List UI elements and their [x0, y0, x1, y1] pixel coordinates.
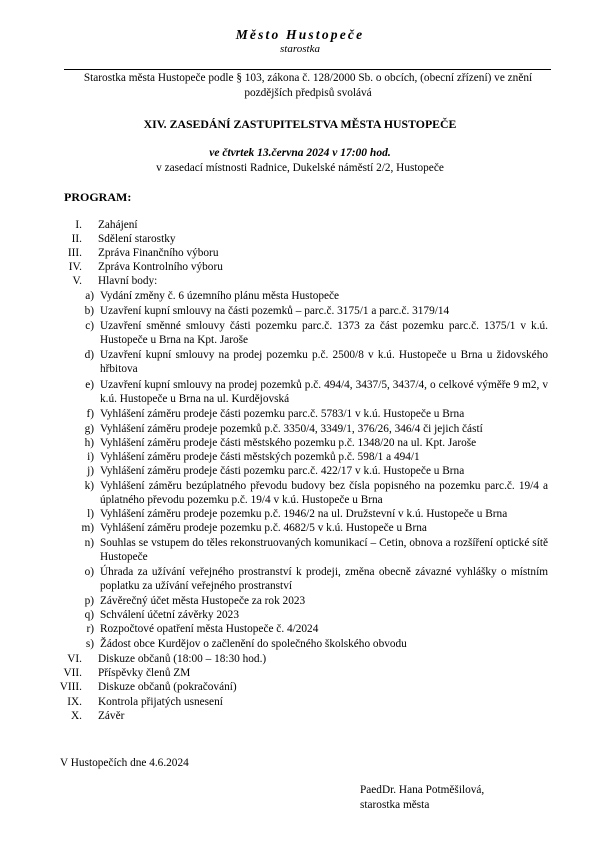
agenda-item-number: IX. — [67, 696, 82, 708]
agenda-item-number: IV. — [68, 261, 82, 273]
meeting-date-time: ve čtvrtek 13.června 2024 v 17:00 hod. — [209, 147, 391, 159]
agenda-item-number: i) — [87, 451, 94, 463]
agenda-item-number: X. — [71, 710, 82, 722]
agenda-item-text: Diskuze občanů (18:00 – 18:30 hod.) — [98, 653, 267, 665]
agenda-item-text: Vyhlášení záměru prodeje části pozemku parc.č. 5783/1 v k.ú. Hustopeče u Brna — [100, 408, 465, 420]
header-divider — [64, 69, 551, 70]
agenda-item-number: o) — [84, 566, 94, 578]
agenda-item-number: VIII. — [59, 681, 82, 693]
agenda-item-text: Vyhlášení záměru prodeje pozemku p.č. 1946/2 na ul. Družstevní v k.ú. Hustopeče u Brna — [100, 508, 508, 520]
agenda-item-text: Souhlas se vstupem do těles rekonstruovaných komunikací – Cetin, obnova a rozšíření optické sítě Hustopeče — [100, 537, 548, 563]
agenda-item-number: d) — [84, 349, 94, 361]
agenda-item-text: Zahájení — [98, 219, 138, 231]
agenda-item-text: Žádost obce Kurdějov o začlenění do společného školského obvodu — [100, 638, 407, 650]
city-title: Město Hustopeče — [235, 27, 365, 42]
agenda-item-number: V. — [72, 275, 82, 287]
agenda-item-text: Diskuze občanů (pokračování) — [98, 681, 237, 693]
agenda-item-text: Schválení účetní závěrky 2023 — [100, 609, 239, 621]
agenda-item-number: I. — [75, 219, 82, 231]
agenda-item-text: Uzavření kupní smlouvy na prodej pozemků p.č. 494/4, 3437/5, 3437/4, o celkové výměře 9 m2, v k.ú. Hustopeče u Brna na ul. Kurdějovská — [100, 379, 548, 405]
agenda-item-text: Vyhlášení záměru prodeje části městského pozemku p.č. 1348/20 na ul. Kpt. Jaroše — [100, 437, 477, 449]
agenda-item-number: r) — [86, 623, 94, 635]
signer-name: PaedDr. Hana Potměšilová, — [360, 784, 485, 796]
agenda-item-number: h) — [84, 437, 94, 449]
intro-paragraph: Starostka města Hustopeče podle § 103, zákona č. 128/2000 Sb. o obcích, (obecní zřízení) ve znění pozdějších předpisů svolává — [83, 72, 533, 99]
issue-date: V Hustopečích dne 4.6.2024 — [60, 757, 189, 769]
agenda-item-number: k) — [84, 480, 94, 492]
agenda-item-number: j) — [87, 465, 94, 477]
agenda-item-number: b) — [84, 305, 94, 317]
agenda-item-number: a) — [85, 290, 94, 302]
agenda-item-number: e) — [85, 379, 94, 391]
agenda-item-text: Závěr — [98, 710, 125, 722]
agenda-item-number: m) — [81, 522, 94, 534]
agenda-item-number: g) — [84, 423, 94, 435]
agenda-item-number: c) — [85, 320, 94, 332]
agenda-item-text: Vyhlášení záměru prodeje pozemků p.č. 3350/4, 3349/1, 376/26, 346/4 či jejich částí — [100, 423, 483, 435]
agenda-item-text: Uzavření kupní smlouvy na prodej pozemku p.č. 2500/8 v k.ú. Hustopeče u Brna u židovského hřbitova — [100, 349, 548, 375]
agenda-item-text: Zpráva Kontrolního výboru — [98, 261, 223, 273]
agenda-item-text: Úhrada za užívání veřejného prostranství k prodeji, změna obecně závazné vyhlášky o místním poplatku za užívání veřejného prostranství — [100, 566, 548, 592]
agenda-item-number: s) — [85, 638, 94, 650]
agenda-item-text: Vyhlášení záměru prodeje pozemku p.č. 4682/5 v k.ú. Hustopeče u Brna — [100, 522, 427, 534]
agenda-item-text: Sdělení starostky — [98, 233, 176, 245]
agenda-item-text: Kontrola přijatých usnesení — [98, 696, 223, 708]
agenda-item-text: Závěrečný účet města Hustopeče za rok 2023 — [100, 595, 306, 607]
agenda-item-number: q) — [84, 609, 94, 621]
meeting-venue: v zasedací místnosti Radnice, Dukelské náměstí 2/2, Hustopeče — [156, 162, 444, 174]
agenda-item-text: Rozpočtové opatření města Hustopeče č. 4/2024 — [100, 623, 319, 635]
agenda-item-text: Vyhlášení záměru prodeje části pozemku parc.č. 422/17 v k.ú. Hustopeče u Brna — [100, 465, 465, 477]
agenda-item-number: VI. — [67, 653, 82, 665]
agenda-item-text: Vyhlášení záměru prodeje části městských pozemků p.č. 598/1 a 494/1 — [100, 451, 420, 463]
program-label: PROGRAM: — [64, 190, 132, 204]
agenda-item-text: Uzavření kupní smlouvy na části pozemků – parc.č. 3175/1 a parc.č. 3179/14 — [100, 305, 450, 317]
agenda-item-number: VII. — [63, 667, 82, 679]
agenda-item-number: f) — [86, 408, 94, 420]
meeting-heading: XIV. ZASEDÁNÍ ZASTUPITELSTVA MĚSTA HUSTOPEČE — [143, 117, 457, 131]
agenda-item-text: Vyhlášení záměru bezúplatného převodu budovy bez čísla popisného na pozemku parc.č. 19/4 a úplatného převodu pozemku p.č. 19/4 v k.ú. Hustopeče u Brna — [100, 480, 548, 506]
agenda-item-text: Hlavní body: — [98, 275, 158, 287]
signature-block — [360, 783, 484, 812]
agenda-item-number: p) — [84, 595, 94, 607]
agenda-item-text: Vydání změny č. 6 územního plánu města Hustopeče — [100, 290, 340, 302]
agenda-item-text: Zpráva Finančního výboru — [98, 247, 219, 259]
agenda-item-text: Uzavření směnné smlouvy části pozemku parc.č. 1373 za část pozemku parc.č. 1375/1 v k.ú. Hustopeče u Brna na Kpt. Jaroše — [100, 320, 548, 346]
agenda-item-number: l) — [87, 508, 94, 520]
agenda-item-number: n) — [84, 537, 94, 549]
agenda-item-number: II. — [71, 233, 82, 245]
signer-title: starostka města — [360, 798, 430, 811]
agenda-item-number: III. — [67, 247, 82, 259]
city-subtitle: starostka — [280, 43, 320, 55]
agenda-item-text: Příspěvky členů ZM — [98, 667, 191, 679]
